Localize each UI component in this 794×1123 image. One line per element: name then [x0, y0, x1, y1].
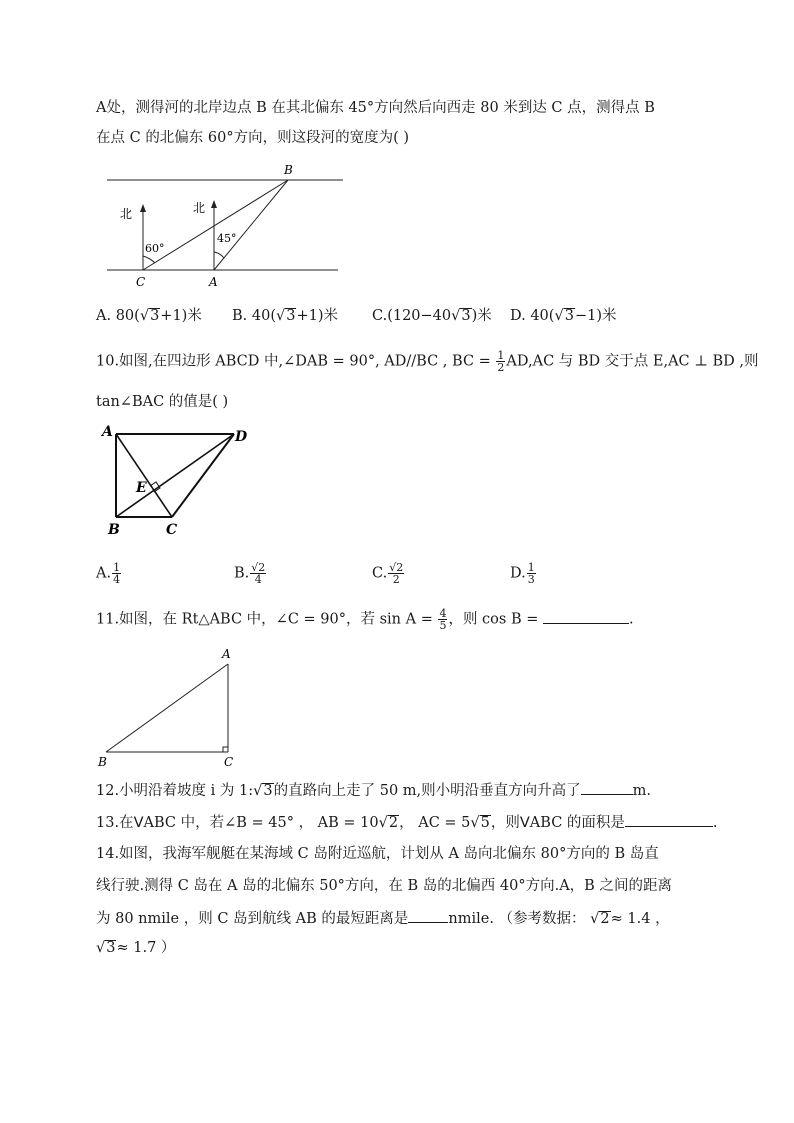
- q10-line2: tan∠BAC 的值是( ): [96, 394, 229, 410]
- q11-answer-blank[interactable]: [543, 609, 629, 624]
- q9-figure: [100, 160, 350, 292]
- q10-option-a: A. $\frac{1}{4}$: [96, 561, 121, 586]
- q11-fraction: $\frac{4}{5}$: [439, 607, 447, 632]
- q10-label-a: A: [102, 424, 113, 440]
- q13-stem: 13.在VABC 中，若∠B = 45° ， AB = 10√2， AC = 5√5，则VABC 的面积是 .: [96, 812, 718, 833]
- q11-label-c: C: [224, 755, 234, 769]
- q10-label-d: D: [235, 429, 248, 445]
- q11-label-a: A: [222, 647, 231, 661]
- q14-line1: 14.如图，我海军舰艇在某海域 C 岛附近巡航，计划从 A 岛向北偏东 80°方向的 B 岛直: [96, 846, 659, 862]
- q10-option-d: D. $\frac{1}{3}$: [510, 561, 535, 586]
- q9-north-a: 北: [193, 201, 206, 215]
- q10-option-c: C. $\frac{√2}{2}$: [372, 561, 404, 586]
- q9-option-c: C.(120−40√3)米: [372, 308, 492, 324]
- q10-label-b: B: [108, 522, 120, 538]
- q9-angle-45: 45°: [217, 232, 237, 245]
- q10-option-b: B. $\frac{√2}{4}$: [234, 561, 266, 586]
- q9-line1: A处，测得河的北岸边点 B 在其北偏东 45°方向然后向西走 80 米到达 C 点，测得点 B: [96, 100, 655, 116]
- q14-line2: 线行驶.测得 C 岛在 A 岛的北偏东 50°方向，在 B 岛的北偏西 40°方向.A，B 之间的距离: [96, 878, 672, 894]
- q12-answer-blank[interactable]: [581, 780, 633, 795]
- q9-line2: 在点 C 的北偏东 60°方向，则这段河的宽度为( ): [96, 130, 410, 146]
- q10-label-e: E: [136, 480, 147, 496]
- q14-line3: 为 80 nmile ，则 C 岛到航线 AB 的最短距离是 nmile. （参考数据： √2≈ 1.4 ，: [96, 908, 670, 929]
- q14-line4: √3≈ 1.7 ）: [96, 940, 176, 956]
- q10-figure: [100, 420, 260, 542]
- q13-answer-blank[interactable]: [625, 812, 713, 827]
- q9-label-b: B: [284, 163, 293, 177]
- q9-option-d: D. 40(√3−1)米: [510, 308, 617, 324]
- q11-stem: 11.如图，在 Rt△ABC 中，∠C = 90°，若 sin A = $\frac{4}{5}$ ，则 cos B = .: [96, 607, 634, 632]
- q9-option-b: B. 40(√3+1)米: [232, 308, 339, 324]
- q10-fraction: $\frac{1}{2}$: [497, 349, 505, 374]
- q14-answer-blank[interactable]: [408, 908, 448, 923]
- q9-option-a: A. 80(√3+1)米: [96, 308, 202, 324]
- q9-north-c: 北: [120, 207, 133, 221]
- q9-label-a: A: [209, 275, 218, 289]
- q10-stem: 10.如图,在四边形 ABCD 中,∠DAB = 90°, AD//BC , BC = $\frac{1}{2}$ AD,AC 与 BD 交于点 E,AC ⊥ BD ,则: [96, 349, 759, 374]
- q11-label-b: B: [98, 755, 107, 769]
- q10-label-c: C: [166, 522, 178, 538]
- q12-stem: 12.小明沿着坡度 i 为 1:√3的直路向上走了 50 m,则小明沿垂直方向升高了 m.: [96, 780, 651, 801]
- q11-figure: [96, 644, 246, 772]
- q9-angle-60: 60°: [145, 242, 165, 255]
- q9-label-c: C: [136, 275, 146, 289]
